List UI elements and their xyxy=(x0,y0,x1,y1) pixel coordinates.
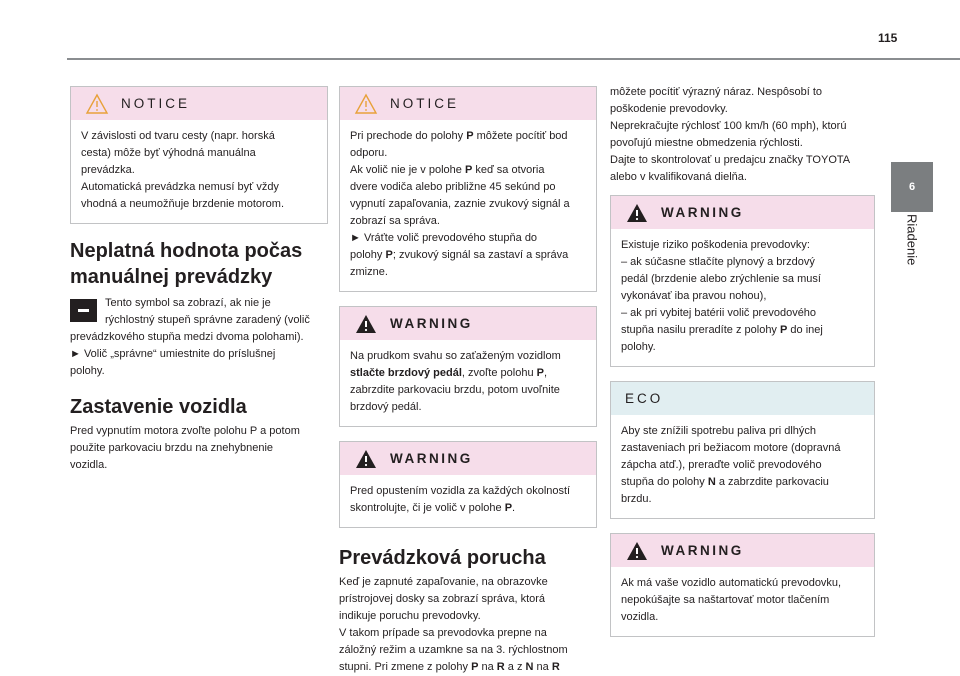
gear-fault-icon xyxy=(70,299,97,322)
text-line: stupni. Pri zmene z polohy P na R a z N na R xyxy=(339,661,560,673)
text-line: stupňa nasilu preradíte z polohy P do inej xyxy=(621,324,823,336)
warning-header xyxy=(340,307,596,340)
notice-header xyxy=(340,87,596,120)
section-heading-cont: manuálnej prevádzky xyxy=(70,266,273,288)
notice-title: NOTICE xyxy=(390,96,460,111)
section-heading: Zastavenie vozidla xyxy=(70,396,247,418)
text-line: môžete pocítiť výrazný náraz. Nespôsobí to xyxy=(610,86,823,98)
warning-header xyxy=(611,534,874,567)
notice-body xyxy=(71,120,327,223)
warning-triangle-filled-icon xyxy=(625,202,649,224)
warning-triangle-filled-icon xyxy=(354,448,378,470)
notice-title: NOTICE xyxy=(121,96,191,111)
text-line: brzdu. xyxy=(621,493,652,505)
warning-box xyxy=(339,441,597,528)
text-line: Tento symbol sa zobrazí, ak nie je xyxy=(105,297,271,309)
text-line: Ak má vaše vozidlo automatickú prevodovku, xyxy=(621,577,842,589)
warning-header xyxy=(340,442,596,475)
warning-triangle-outline-icon xyxy=(85,93,109,115)
chapter-tab[interactable] xyxy=(891,162,933,212)
section-heading: Prevádzková porucha xyxy=(339,547,546,569)
section-invalid-value xyxy=(70,238,328,380)
warning-body xyxy=(611,567,874,636)
text-line: zastaveniach pri bežiacom motore (dopravná xyxy=(621,442,841,454)
text-line: ► Volič „správne“ umiestnite do príslušnej xyxy=(70,348,276,360)
text-line: polohy. xyxy=(70,365,105,377)
text-line: zobrazí sa správa. xyxy=(350,215,440,227)
text-line: Neprekračujte rýchlosť 100 km/h (60 mph), ktorú xyxy=(610,120,847,132)
text-line: Keď je zapnuté zapaľovanie, na obrazovke xyxy=(339,576,548,588)
chapter-number: 6 xyxy=(908,181,916,193)
section-heading: Neplatná hodnota počas xyxy=(70,240,303,262)
column-3 xyxy=(610,80,875,637)
text-line: Automatická prevádzka nemusí byť vždy xyxy=(81,181,279,193)
warning-triangle-outline-icon xyxy=(354,93,378,115)
text-line: zápcha atď.), preraďte volič prevodového xyxy=(621,459,822,471)
warning-triangle-filled-icon xyxy=(625,540,649,562)
notice-box xyxy=(70,86,328,224)
text-line: záložný režim a uzamkne sa na 3. rýchlostnom xyxy=(339,644,568,656)
text-line: Dajte to skontrolovať u predajcu značky TOYOTA xyxy=(610,154,851,166)
warning-box xyxy=(610,195,875,367)
text-line: V závislosti od tvaru cesty (napr. horská xyxy=(81,130,275,142)
notice-box xyxy=(339,86,597,292)
text-line: polohy P; zvukový signál sa zastaví a správa xyxy=(350,249,569,261)
page-number: 115 xyxy=(878,31,898,45)
text-line: polohy. xyxy=(621,341,656,353)
text-line: stlačte brzdový pedál, zvoľte polohu P, xyxy=(350,367,548,379)
text-line: Aby ste znížili spotrebu paliva pri dlhých xyxy=(621,425,817,437)
text-line: cesta) môže byť výhodná manuálna xyxy=(81,147,256,159)
column-1 xyxy=(70,80,328,474)
text-line: brzdový pedál. xyxy=(350,401,422,413)
text-line: stupňa do polohy N a zabrzdite parkovaciu xyxy=(621,476,829,488)
warning-title: WARNING xyxy=(390,316,473,331)
text-line: poškodenie prevodovky. xyxy=(610,103,728,115)
text-line: V takom prípade sa prevodovka prepne na xyxy=(339,627,547,639)
chapter-label: Riadenie xyxy=(904,214,920,266)
eco-title: ECO xyxy=(625,391,664,406)
text-line: indikuje poruchu prevodovky. xyxy=(339,610,481,622)
text-line: použite parkovaciu brzdu na znehybnenie xyxy=(70,442,274,454)
warning-triangle-filled-icon xyxy=(354,313,378,335)
text-line: skontrolujte, či je volič v polohe P. xyxy=(350,502,516,514)
text-line: povoľujú miestne obmedzenia rýchlosti. xyxy=(610,137,803,149)
text-line: zabrzdite parkovaciu brzdu, potom uvoľnite xyxy=(350,384,560,396)
text-line: prevádzka. xyxy=(81,164,135,176)
eco-header xyxy=(611,382,874,415)
text-line: prístrojovej dosky sa zobrazí správa, ktorá xyxy=(339,593,546,605)
text-line: odporu. xyxy=(350,147,388,159)
text-line: Existuje riziko poškodenia prevodovky: xyxy=(621,239,810,251)
warning-title: WARNING xyxy=(661,205,744,220)
eco-box xyxy=(610,381,875,519)
text-line: rýchlostný stupeň správne zaradený (volič xyxy=(105,314,310,326)
section-malfunction xyxy=(339,545,597,676)
text-line: vypnutí zapaľovania, zaznie zvukový signál a xyxy=(350,198,570,210)
text-line: – ak pri vybitej batérii volič prevodového xyxy=(621,307,817,319)
warning-title: WARNING xyxy=(390,451,473,466)
section-stopping xyxy=(70,394,328,474)
text-line: vozidla. xyxy=(70,459,108,471)
text-line: vhodná a neumožňuje brzdenie motorom. xyxy=(81,198,285,210)
text-line: prevádzkového stupňa medzi dvoma polohami). xyxy=(70,331,304,343)
text-line: dvere vodiča alebo približne 45 sekúnd po xyxy=(350,181,556,193)
text-line: – ak súčasne stlačíte plynový a brzdový xyxy=(621,256,815,268)
column-2 xyxy=(339,80,597,676)
text-line: pedál (brzdenie alebo zrýchlenie sa musí xyxy=(621,273,821,285)
header-divider xyxy=(67,58,960,60)
text-line: zmizne. xyxy=(350,266,388,278)
text-line: Pred vypnutím motora zvoľte polohu P a potom xyxy=(70,425,300,437)
text-line: Pred opustením vozidla za každých okolností xyxy=(350,485,571,497)
warning-box xyxy=(610,533,875,637)
text-line: alebo v kvalifikovaná dielňa. xyxy=(610,171,747,183)
text-line: Na prudkom svahu so zaťaženým vozidlom xyxy=(350,350,561,362)
text-line: Ak volič nie je v polohe P keď sa otvoria xyxy=(350,164,545,176)
notice-body xyxy=(340,120,596,291)
text-line: Pri prechode do polohy P môžete pocítiť bod xyxy=(350,130,568,142)
notice-header xyxy=(71,87,327,120)
chapter-label-container xyxy=(891,214,933,304)
eco-body xyxy=(611,415,874,518)
warning-body xyxy=(340,340,596,426)
text-line: ► Vráťte volič prevodového stupňa do xyxy=(350,232,538,244)
text-line: vozidla. xyxy=(621,611,659,623)
warning-header xyxy=(611,196,874,229)
warning-title: WARNING xyxy=(661,543,744,558)
text-line: vykonávať iba pravou nohou), xyxy=(621,290,767,302)
text-line: nepokúšajte sa naštartovať motor tlačením xyxy=(621,594,830,606)
intro-text xyxy=(610,84,875,186)
warning-box xyxy=(339,306,597,427)
warning-body xyxy=(611,229,874,366)
warning-body xyxy=(340,475,596,527)
